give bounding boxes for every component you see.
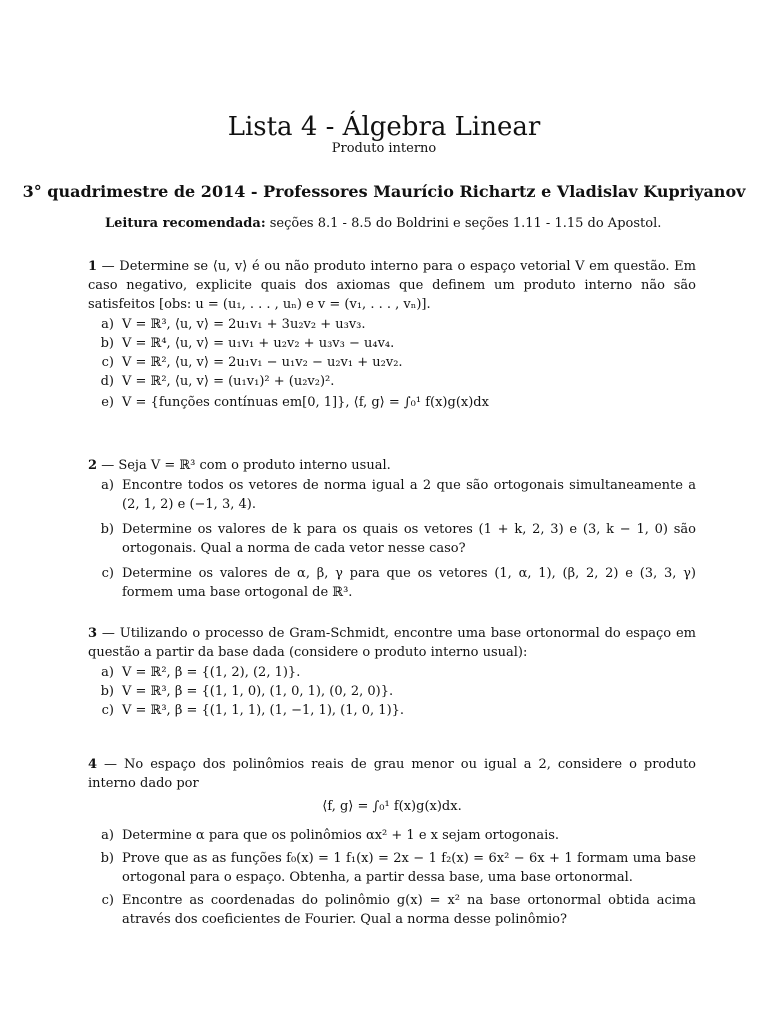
question-text: — No espaço dos polinômios reais de grau menor ou igual a 2, considere o produto interno dado por	[88, 757, 696, 791]
list-item	[88, 334, 696, 353]
course-header: 3° quadrimestre de 2014 - Professores Maurício Richartz e Vladislav Kupriyanov	[22, 182, 746, 201]
item-label: b)	[100, 336, 114, 351]
list-item	[88, 476, 696, 514]
item-text: V = ℝ³, β = {(1, 1, 1), (1, −1, 1), (1, 0, 1)}.	[122, 703, 405, 718]
item-label: d)	[100, 374, 114, 389]
inner-product-formula: ⟨f, g⟩ = ∫₀¹ f(x)g(x)dx.	[322, 799, 462, 814]
item-label: a)	[101, 665, 114, 680]
question-4	[88, 755, 696, 929]
item-label: c)	[101, 355, 114, 370]
question-text: — Utilizando o processo de Gram-Schmidt, encontre uma base ortonormal do espaço em questão a partir da base dada (considere o produto interno usual):	[88, 626, 696, 660]
page-title: Lista 4 - Álgebra Linear	[227, 112, 541, 142]
item-text: Prove que as as funções f₀(x) = 1 f₁(x) = 2x − 1 f₂(x) = 6x² − 6x + 1 formam uma base ortogonal para o espaço. Obtenha, a partir dessa base, uma base ortonormal.	[122, 851, 696, 885]
list-item	[88, 564, 696, 602]
question-text: — Determine se ⟨u, v⟩ é ou não produto interno para o espaço vetorial V em questão. Em caso negativo, explicite quais dos axiomas que definem um produto interno não são satisfeitos [obs: u = (u₁, . . . , uₙ) e v = (v₁, . . . , vₙ)].	[88, 259, 696, 312]
item-text: V = {funções contínuas em[0, 1]}, ⟨f, g⟩ = ∫₀¹ f(x)g(x)dx	[122, 395, 489, 410]
item-text: V = ℝ², ⟨u, v⟩ = (u₁v₁)² + (u₂v₂)².	[122, 374, 335, 389]
item-text: V = ℝ⁴, ⟨u, v⟩ = u₁v₁ + u₂v₂ + u₃v₃ − u₄v₄.	[122, 336, 395, 351]
item-label: c)	[101, 893, 114, 908]
item-text: V = ℝ³, β = {(1, 1, 0), (1, 0, 1), (0, 2, 0)}.	[122, 684, 394, 699]
reading-text: seções 8.1 - 8.5 do Boldrini e seções 1.11 - 1.15 do Apostol.	[269, 216, 662, 231]
question-text: — Seja V = ℝ³ com o produto interno usual.	[101, 458, 391, 473]
list-item	[88, 682, 696, 701]
item-text: Determine α para que os polinômios αx² + 1 e x sejam ortogonais.	[122, 828, 560, 843]
item-label: a)	[101, 317, 114, 332]
item-text: Determine os valores de α, β, γ para que os vetores (1, α, 1), (β, 2, 2) e (3, 3, γ) formem uma base ortogonal de ℝ³.	[122, 566, 696, 600]
reading-label: Leitura recomendada:	[105, 216, 266, 231]
item-label: b)	[100, 684, 114, 699]
item-label: b)	[100, 851, 114, 866]
item-text: V = ℝ², ⟨u, v⟩ = 2u₁v₁ − u₁v₂ − u₂v₁ + u₂v₂.	[122, 355, 403, 370]
page-subtitle: Produto interno	[331, 141, 437, 156]
question-3	[88, 624, 696, 720]
question-number: 1	[88, 259, 98, 274]
list-item	[88, 372, 696, 391]
list-item	[88, 520, 696, 558]
item-text: Determine os valores de k para os quais os vetores (1 + k, 2, 3) e (3, k − 1, 0) são ortogonais. Qual a norma de cada vetor nesse caso?	[122, 522, 696, 556]
item-text: V = ℝ², β = {(1, 2), (2, 1)}.	[122, 665, 301, 680]
item-text: V = ℝ³, ⟨u, v⟩ = 2u₁v₁ + 3u₂v₂ + u₃v₃.	[122, 317, 366, 332]
question-1	[88, 257, 696, 412]
item-text: Encontre as coordenadas do polinômio g(x) = x² na base ortonormal obtida acima através dos coeficientes de Fourier. Qual a norma desse polinômio?	[122, 893, 696, 927]
list-item	[88, 315, 696, 334]
list-item	[88, 393, 696, 412]
item-label: b)	[100, 522, 114, 537]
question-2-statement	[88, 456, 696, 475]
item-label: c)	[101, 703, 114, 718]
list-item	[88, 849, 696, 887]
list-item	[88, 891, 696, 929]
list-item	[88, 353, 696, 372]
question-1-statement	[88, 257, 696, 314]
question-3-statement	[88, 624, 696, 662]
question-2	[88, 456, 696, 602]
item-label: e)	[101, 395, 114, 410]
question-4-statement	[88, 755, 696, 793]
question-number: 2	[88, 458, 98, 473]
question-number: 4	[88, 757, 98, 772]
item-label: a)	[101, 478, 114, 493]
list-item	[88, 826, 696, 845]
question-number: 3	[88, 626, 98, 641]
item-label: c)	[101, 566, 114, 581]
item-text: Encontre todos os vetores de norma igual a 2 que são ortogonais simultaneamente a (2, 1, 2) e (−1, 3, 4).	[122, 478, 696, 512]
list-item	[88, 701, 696, 720]
item-label: a)	[101, 828, 114, 843]
list-item	[88, 663, 696, 682]
recommended-reading	[105, 216, 661, 231]
